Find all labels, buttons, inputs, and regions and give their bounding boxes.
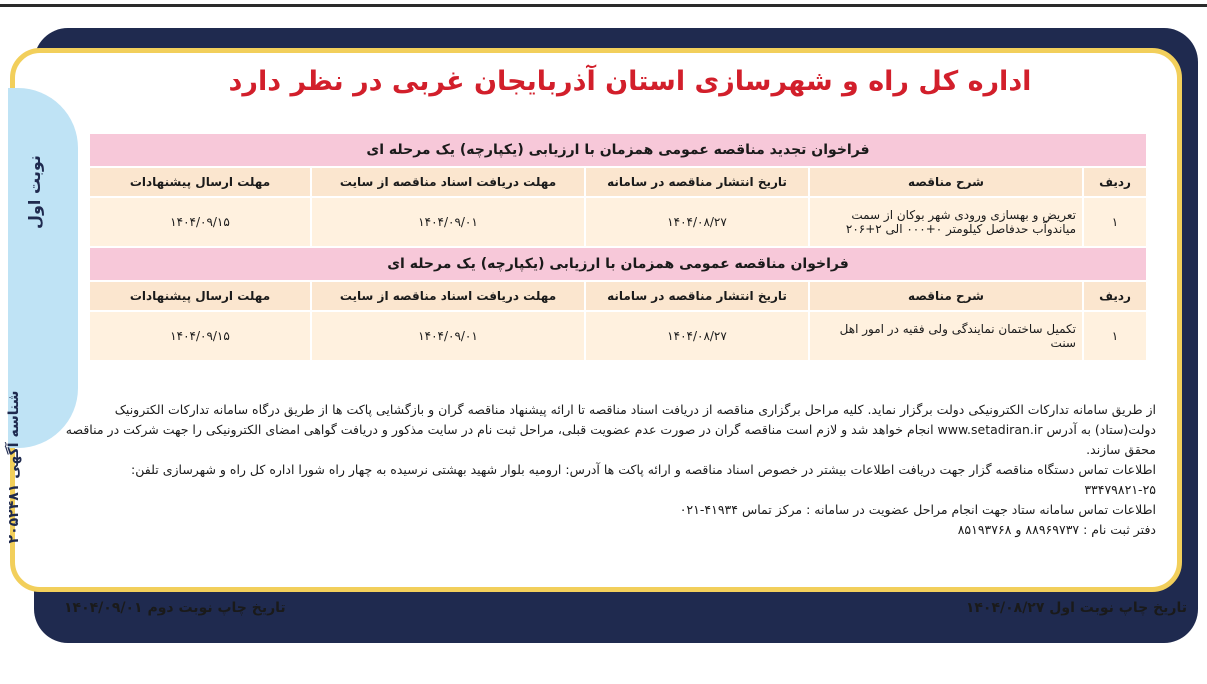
col-header: ردیف — [1084, 168, 1146, 196]
cell-publish-date: ۱۴۰۴/۰۸/۲۷ — [586, 198, 808, 246]
note-paragraph: اطلاعات تماس سامانه ستاد جهت انجام مراحل عضویت در سامانه : مرکز تماس ۴۱۹۳۴-۰۲۱ — [679, 502, 1156, 517]
first-print-date: تاریخ چاپ نوبت اول ۱۴۰۴/۰۸/۲۷ — [965, 600, 1187, 616]
table-row — [90, 198, 1146, 246]
note-paragraph: اطلاعات تماس دستگاه مناقصه گزار جهت دریافت اطلاعات بیشتر در خصوص اسناد مناقصه و ارائه پاکت ها آدرس: ارومیه بلوار شهید بهشتی نرسیده به چهار راه شورا اداره کل راه و شهرسازی تلفن: ۲۵-۳۳۴۷۹۸۲۱ — [131, 462, 1156, 497]
tender-table-1 — [88, 132, 1148, 362]
section-heading: فراخوان تجدید مناقصه عمومی همزمان با ارزیابی (یکپارچه) یک مرحله ای — [90, 134, 1146, 166]
col-header: مهلت دریافت اسناد مناقصه از سایت — [312, 282, 584, 310]
note-paragraph: از طریق سامانه تدارکات الکترونیکی دولت برگزار نماید. کلیه مراحل برگزاری مناقصه از دریافت اسناد مناقصه تا ارائه پیشنهاد مناقصه گران و بازگشایی پاکت ها از طریق درگاه سامانه تدارکات الکترونیک دولت(ستاد) به آدرس www.setadiran.ir انجام خواهد شد و لازم است مناقصه گران در صورت عدم عضویت قبلی، مراحل ثبت نام در سایت مذکور و دریافت گواهی امضای الکترونیکی را جهت شرکت در مناقصه محقق سازند. — [65, 402, 1156, 457]
col-header: مهلت ارسال پیشنهادات — [90, 168, 310, 196]
col-header: تاریخ انتشار مناقصه در سامانه — [586, 282, 808, 310]
cell-row-no: ۱ — [1084, 198, 1146, 246]
col-header: شرح مناقصه — [810, 168, 1082, 196]
notice-body — [56, 400, 1156, 540]
cell-description: تکمیل ساختمان نمایندگی ولی فقیه در امور اهل سنت — [810, 312, 1082, 360]
cell-doc-deadline: ۱۴۰۴/۰۹/۰۱ — [312, 198, 584, 246]
section-heading: فراخوان مناقصه عمومی همزمان با ارزیابی (یکپارچه) یک مرحله ای — [90, 248, 1146, 280]
turn-label: نوبت اول — [25, 155, 44, 229]
cell-doc-deadline: ۱۴۰۴/۰۹/۰۱ — [312, 312, 584, 360]
col-header: ردیف — [1084, 282, 1146, 310]
cell-description: تعریض و بهسازی ورودی شهر بوکان از سمت میاندوآب حدفاصل کیلومتر ۰+۰۰۰ الی ۲+۲۰۶ — [810, 198, 1082, 246]
notice-title: اداره کل راه و شهرسازی استان آذربایجان غربی در نظر دارد — [228, 66, 1032, 97]
cell-bid-deadline: ۱۴۰۴/۰۹/۱۵ — [90, 198, 310, 246]
col-header: مهلت ارسال پیشنهادات — [90, 282, 310, 310]
col-header: مهلت دریافت اسناد مناقصه از سایت — [312, 168, 584, 196]
cell-row-no: ۱ — [1084, 312, 1146, 360]
cell-publish-date: ۱۴۰۴/۰۸/۲۷ — [586, 312, 808, 360]
cell-bid-deadline: ۱۴۰۴/۰۹/۱۵ — [90, 312, 310, 360]
table-row — [90, 312, 1146, 360]
top-rule — [0, 4, 1207, 7]
ad-id-label: شناسه آگهی ۲۰۵۲۴۸۱ — [6, 390, 22, 544]
col-header: شرح مناقصه — [810, 282, 1082, 310]
note-paragraph: دفتر ثبت نام : ۸۸۹۶۹۷۳۷ و ۸۵۱۹۳۷۶۸ — [957, 522, 1156, 537]
tender-tables — [88, 132, 1148, 362]
col-header: تاریخ انتشار مناقصه در سامانه — [586, 168, 808, 196]
second-print-date: تاریخ چاپ نوبت دوم ۱۴۰۴/۰۹/۰۱ — [64, 600, 286, 616]
